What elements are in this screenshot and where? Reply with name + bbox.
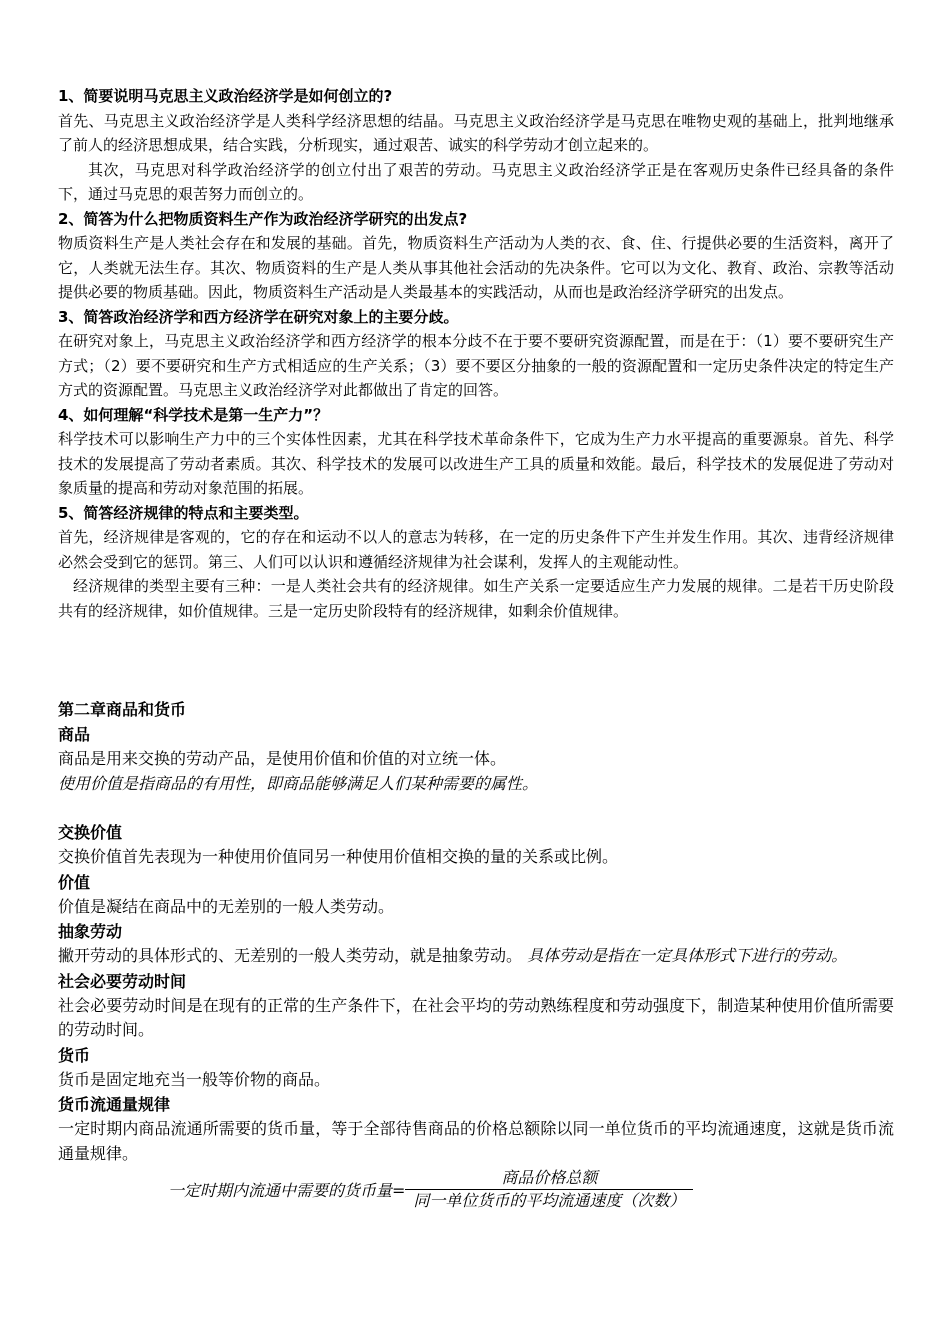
qa-item-4 <box>58 403 894 501</box>
term-definition: 社会必要劳动时间是在现有的正常的生产条件下，在社会平均的劳动熟练程度和劳动强度下，制造某种使用价值所需要的劳动时间。 <box>58 995 894 1039</box>
term-definition: 商品是用来交换的劳动产品，是使用价值和价值的对立统一体。 <box>58 749 507 768</box>
term-heading: 商品 <box>58 725 91 744</box>
qa-item-2 <box>58 207 894 305</box>
qa-section <box>58 84 894 623</box>
term-block <box>58 1043 894 1093</box>
term-block <box>58 969 894 1043</box>
term-definition: 一定时期内商品流通所需要的货币量，等于全部待售商品的价格总额除以同一单位货币的平均流通速度，这就是货币流通量规律。 <box>58 1119 894 1163</box>
question-heading: 4、如何理解“科学技术是第一生产力”？ <box>58 405 329 424</box>
qa-item-3 <box>58 305 894 403</box>
answer-paragraph: 在研究对象上，马克思主义政治经济学和西方经济学的根本分歧不在于要不要研究资源配置，而是在于：（1）要不要研究生产方式；（2）要不要研究和生产方式相适应的生产关系；（3）要不要区分抽象的一般的资源配置和一定历史条件决定的特定生产方式的资源配置。马克思主义政治经济学对此都做出了肯定的回答。 <box>58 332 894 399</box>
question-heading: 3、简答政治经济学和西方经济学在研究对象上的主要分歧。 <box>58 307 459 326</box>
chapter-2-section <box>58 697 894 1211</box>
formula-lhs: 一定时期内流通中需要的货币量= <box>168 1181 406 1200</box>
term-heading: 交换价值 <box>58 823 123 842</box>
question-heading: 5、简答经济规律的特点和主要类型。 <box>58 503 309 522</box>
term-definition: 撇开劳动的具体形式的、无差别的一般人类劳动，就是抽象劳动。 <box>58 946 523 965</box>
qa-item-1 <box>58 84 894 207</box>
term-note: 具体劳动是指在一定具体形式下进行的劳动。 <box>527 946 848 965</box>
document-page <box>58 84 894 1211</box>
qa-item-5 <box>58 501 894 624</box>
term-definition: 交换价值首先表现为一种使用价值同另一种使用价值相交换的量的关系或比例。 <box>58 847 619 866</box>
term-heading: 社会必要劳动时间 <box>58 971 187 991</box>
formula-fraction <box>405 1168 693 1211</box>
answer-paragraph: 科学技术可以影响生产力中的三个实体性因素，尤其在科学技术革命条件下，它成为生产力水平提高的重要源泉。首先、科学技术的发展提高了劳动者素质。其次、科学技术的发展可以改进生产工具的质量和效能。最后，科学技术的发展促进了劳动对象质量的提高和劳动对象范围的拓展。 <box>58 430 894 497</box>
term-block <box>58 870 894 920</box>
answer-paragraph: 经济规律的类型主要有三种：一是人类社会共有的经济规律。如生产关系一定要适应生产力发展的规律。二是若干历史阶段共有的经济规律，如价值规律。三是一定历史阶段特有的经济规律，如剩余价值规律。 <box>58 577 894 620</box>
answer-paragraph: 首先，经济规律是客观的，它的存在和运动不以人的意志为转移，在一定的历史条件下产生并发生作用。其次、违背经济规律必然会受到它的惩罚。第三、人们可以认识和遵循经济规律为社会谋利，发挥人的主观能动性。 <box>58 528 894 571</box>
term-note: 使用价值是指商品的有用性，即商品能够满足人们某种需要的属性。 <box>58 773 539 793</box>
money-circulation-formula <box>168 1168 894 1211</box>
term-definition: 价值是凝结在商品中的无差别的一般人类劳动。 <box>58 896 395 916</box>
question-heading: 2、简答为什么把物质资料生产作为政治经济学研究的出发点? <box>58 209 468 228</box>
term-heading: 抽象劳动 <box>58 922 123 941</box>
term-heading: 价值 <box>58 872 91 892</box>
term-block <box>58 919 894 969</box>
chapter-title: 第二章商品和货币 <box>58 700 187 719</box>
term-definition-with-note <box>58 944 894 969</box>
answer-paragraph: 首先、马克思主义政治经济学是人类科学经济思想的结晶。马克思主义政治经济学是马克思在唯物史观的基础上，批判地继承了前人的经济思想成果，结合实践，分析现实，通过艰苦、诚实的科学劳动才创立起来的。 <box>58 111 894 154</box>
term-block <box>58 820 894 870</box>
term-heading: 货币 <box>58 1045 91 1065</box>
term-definition: 货币是固定地充当一般等价物的商品。 <box>58 1069 331 1089</box>
formula-numerator: 商品价格总额 <box>501 1168 598 1187</box>
term-heading: 货币流通量规律 <box>58 1095 171 1114</box>
answer-paragraph: 物质资料生产是人类社会存在和发展的基础。首先，物质资料生产活动为人类的衣、食、住、行提供必要的生活资料，离开了它，人类就无法生存。其次、物质资料的生产是人类从事其他社会活动的先决条件。它可以为文化、教育、政治、宗教等活动提供必要的物质基础。因此，物质资料生产活动是人类最基本的实践活动，从而也是政治经济学研究的出发点。 <box>58 234 894 301</box>
question-heading: 1、简要说明马克思主义政治经济学是如何创立的? <box>58 87 393 105</box>
answer-paragraph: 其次，马克思对科学政治经济学的创立付出了艰苦的劳动。马克思主义政治经济学正是在客观历史条件已经具备的条件下，通过马克思的艰苦努力而创立的。 <box>58 160 894 203</box>
term-block <box>58 722 894 796</box>
formula-denominator: 同一单位货币的平均流通速度（次数） <box>405 1189 693 1211</box>
term-block <box>58 1092 894 1166</box>
